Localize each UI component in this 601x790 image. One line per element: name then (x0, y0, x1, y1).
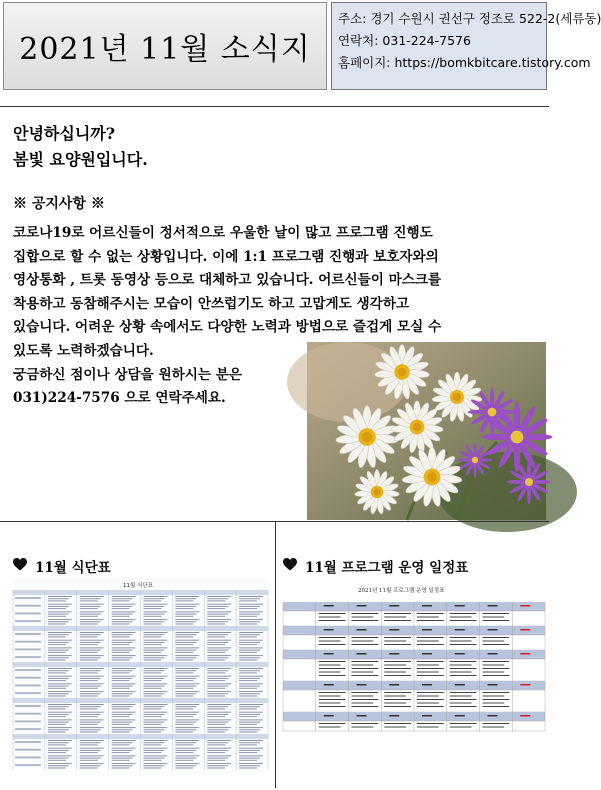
notice-line: 있도록 노력하겠습니다. (13, 342, 154, 359)
notice-line: 집합으로 할 수 없는 상황입니다. 이에 1:1 프로그램 진행과 보호자와의 (13, 248, 439, 265)
heart-icon (13, 558, 27, 575)
program-section-label: 11월 프로그램 운영 일정표 (305, 560, 469, 576)
address-text: 주소: 경기 수원시 권선구 정조로 522-2(세류동) (338, 11, 601, 26)
greeting-line-2: 봄빛 요양원입니다. (13, 150, 148, 169)
greeting-line-1: 안녕하십니까? (13, 124, 116, 143)
header-divider (0, 106, 549, 107)
menu-table-title: 11월 식단표 (123, 583, 153, 589)
notice-line: 있습니다. 어려운 상황 속에서도 다양한 노력과 방법으로 즐겁게 모실 수 (13, 319, 442, 336)
program-section-title (283, 556, 468, 576)
header (3, 2, 601, 90)
notice-title: ※ 공지사항 ※ (13, 196, 105, 212)
newsletter-title: 2021년 11월 소식지 (3, 2, 327, 90)
phone-text: 연락처: 031-224-7576 (338, 33, 471, 48)
notice-line: 031)224-7576 으로 연락주세요. (13, 390, 226, 407)
notice-line: 착용하고 동참해주시는 모습이 안쓰럽기도 하고 고맙게도 생각하고 (13, 295, 410, 312)
notice-line: 궁금하신 점이나 상담을 원하시는 분은 (13, 366, 243, 383)
homepage-text: 홈페이지: https://bomkbitcare.tistory.com (338, 55, 591, 70)
notice-line: 영상통화 , 트롯 동영상 등으로 대체하고 있습니다. 어르신들이 마스크를 (13, 272, 442, 289)
heart-icon (283, 558, 297, 575)
greeting (13, 121, 148, 173)
notice-line: 코로나19로 어르신들이 정서적으로 우울한 날이 많고 프로그램 진행도 (13, 225, 433, 241)
menu-section-label: 11월 식단표 (35, 560, 111, 576)
program-table-image (283, 578, 545, 753)
contact-info-box (331, 2, 601, 90)
program-table-title: 2021년 11월 프로그램 운영 일정표 (358, 588, 445, 594)
column-divider (275, 522, 276, 788)
menu-table-image (13, 578, 268, 768)
flower-photo (307, 342, 546, 520)
menu-section-title (13, 556, 111, 576)
